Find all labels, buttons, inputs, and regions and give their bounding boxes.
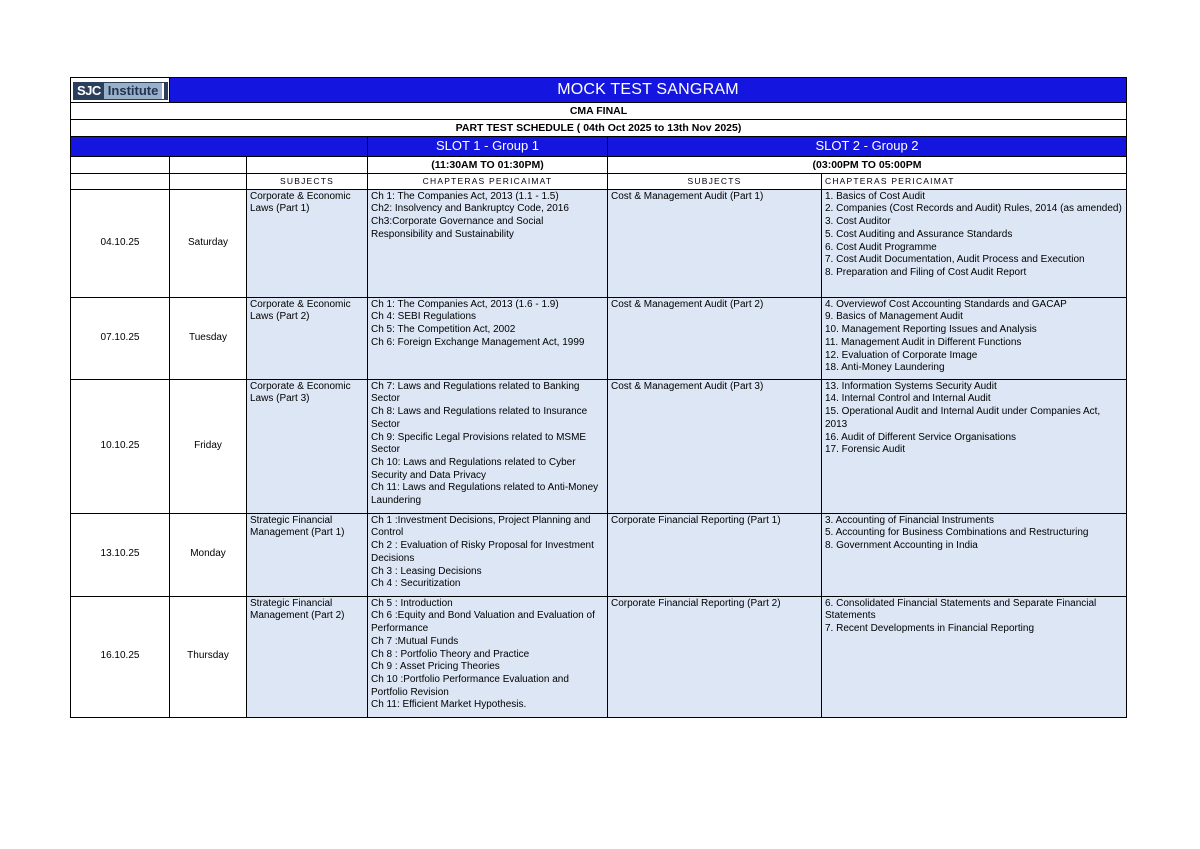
table-row: [71, 513, 1127, 596]
table-row: [71, 189, 1127, 297]
chapter-line: Ch 4 : Securitization: [371, 578, 461, 590]
row-date: 13.10.25: [71, 513, 170, 596]
slot1-chapters: [368, 379, 608, 513]
chapter-line: 14. Internal Control and Internal Audit: [825, 393, 991, 405]
slot1-chapters: [368, 189, 608, 297]
chapter-line: Ch 2 : Evaluation of Risky Proposal for Investment Decisions: [371, 540, 594, 564]
slot2-chapters: [822, 513, 1127, 596]
chapter-line: Ch 8 : Portfolio Theory and Practice: [371, 648, 530, 660]
chapter-line: 8. Government Accounting in India: [825, 540, 978, 552]
chapter-line: 5. Accounting for Business Combinations and Restructuring: [825, 527, 1089, 539]
chapter-line: Ch 11: Laws and Regulations related to Anti-Money Laundering: [371, 482, 599, 507]
chapter-line: Ch 8: Laws and Regulations related to Insurance Sector: [371, 406, 588, 430]
chapter-line: Ch 1: The Companies Act, 2013 (1.6 - 1.9): [371, 298, 559, 310]
slot1-label: SLOT 1 - Group 1: [368, 137, 608, 157]
row-day: Thursday: [170, 596, 247, 717]
table-row: [71, 297, 1127, 379]
chapter-line: Ch 7 :Mutual Funds: [371, 635, 459, 647]
row-day: Monday: [170, 513, 247, 596]
chapter-line: Ch 6 :Equity and Bond Valuation and Evaluation of Performance: [371, 610, 595, 635]
chapter-line: Ch 1 :Investment Decisions, Project Planning and Control: [371, 514, 591, 539]
slot1-chapters: [368, 513, 608, 596]
chapter-line: Ch 7: Laws and Regulations related to Banking Sector: [371, 380, 580, 405]
chapter-line: 12. Evaluation of Corporate Image: [825, 349, 978, 361]
row-date: 07.10.25: [71, 297, 170, 379]
chapter-line: 10. Management Reporting Issues and Analysis: [825, 324, 1037, 336]
slot2-chapters: [822, 189, 1127, 297]
chapter-line: Ch2: Insolvency and Bankruptcy Code, 2016: [371, 203, 569, 215]
chapter-line: 7. Cost Audit Documentation, Audit Process and Execution: [825, 254, 1085, 266]
schedule-table: [70, 77, 1127, 718]
chapter-line: Ch 4: SEBI Regulations: [371, 311, 477, 323]
chapter-line: 4. Overviewof Cost Accounting Standards and GACAP: [825, 298, 1067, 310]
chapter-line: 16. Audit of Different Service Organisations: [825, 431, 1017, 443]
chapter-line: Ch 5: The Competition Act, 2002: [371, 324, 516, 336]
row-date: 16.10.25: [71, 596, 170, 717]
table-row: [71, 379, 1127, 513]
chapter-line: Ch 5 : Introduction: [371, 597, 453, 609]
chapter-line: 6. Consolidated Financial Statements and Separate Financial Statements: [825, 597, 1097, 622]
row-date: 04.10.25: [71, 189, 170, 297]
chapter-line: 3. Cost Auditor: [825, 216, 891, 228]
chapter-line: Ch 10: Laws and Regulations related to Cyber Security and Data Privacy: [371, 456, 576, 481]
slot1-subject: Corporate & Economic Laws (Part 3): [247, 379, 368, 513]
slot2-time: (03:00PM TO 05:00PM: [608, 157, 1127, 174]
chapter-line: Ch 9 : Asset Pricing Theories: [371, 661, 500, 673]
slot1-subject: Corporate & Economic Laws (Part 2): [247, 297, 368, 379]
chapter-line: 18. Anti-Money Laundering: [825, 362, 945, 374]
slot2-chapters: [822, 297, 1127, 379]
chapter-line: 3. Accounting of Financial Instruments: [825, 514, 994, 526]
chapter-line: 2. Companies (Cost Records and Audit) Rules, 2014 (as amended): [825, 203, 1122, 215]
slot1-subject: Corporate & Economic Laws (Part 1): [247, 189, 368, 297]
chapter-line: 15. Operational Audit and Internal Audit under Companies Act, 2013: [825, 406, 1101, 430]
logo-institute-text: Institute: [104, 83, 163, 99]
row-day: Friday: [170, 379, 247, 513]
slot2-chapters: [822, 596, 1127, 717]
schedule-title: PART TEST SCHEDULE ( 04th Oct 2025 to 13th Nov 2025): [71, 120, 1127, 137]
chapter-line: Ch3:Corporate Governance and Social Responsibility and Sustainability: [371, 216, 544, 240]
chapter-line: 6. Cost Audit Programme: [825, 241, 937, 253]
slot2-label: SLOT 2 - Group 2: [608, 137, 1127, 157]
slot1-subject: Strategic Financial Management (Part 2): [247, 596, 368, 717]
chapter-line: Ch 6: Foreign Exchange Management Act, 1999: [371, 336, 585, 348]
chapter-line: Ch 9: Specific Legal Provisions related to MSME Sector: [371, 431, 587, 456]
chapter-line: 13. Information Systems Security Audit: [825, 380, 997, 392]
chapter-line: 11. Management Audit in Different Functions: [825, 336, 1022, 348]
page-title: MOCK TEST SANGRAM: [170, 78, 1127, 103]
chapter-line: 8. Preparation and Filing of Cost Audit Report: [825, 266, 1027, 278]
slot2-subject: Corporate Financial Reporting (Part 2): [608, 596, 822, 717]
slot1-time: (11:30AM TO 01:30PM): [368, 157, 608, 174]
chapter-line: Ch 3 : Leasing Decisions: [371, 565, 482, 577]
slot2-subject: Cost & Management Audit (Part 1): [608, 189, 822, 297]
sjc-institute-logo: [73, 82, 168, 100]
chapter-line: 1. Basics of Cost Audit: [825, 190, 926, 202]
slot1-chapters-header: CHAPTERAS PERICAIMAT: [368, 174, 608, 190]
row-date: 10.10.25: [71, 379, 170, 513]
chapter-line: Ch 1: The Companies Act, 2013 (1.1 - 1.5): [371, 190, 559, 202]
slot2-chapters-header: CHAPTERAS PERICAIMAT: [822, 174, 1127, 190]
slot1-chapters: [368, 297, 608, 379]
slot2-subject: Cost & Management Audit (Part 3): [608, 379, 822, 513]
slot1-subject: Strategic Financial Management (Part 1): [247, 513, 368, 596]
logo-cell: [71, 78, 170, 103]
row-day: Saturday: [170, 189, 247, 297]
table-row: [71, 596, 1127, 717]
slot1-subjects-header: SUBJECTS: [247, 174, 368, 190]
slot2-chapters: [822, 379, 1127, 513]
course-title: CMA FINAL: [71, 103, 1127, 120]
row-day: Tuesday: [170, 297, 247, 379]
chapter-line: 7. Recent Developments in Financial Reporting: [825, 623, 1034, 635]
chapter-line: 5. Cost Auditing and Assurance Standards: [825, 228, 1013, 240]
logo-sjc-text: SJC: [74, 83, 104, 99]
schedule-rows: [71, 189, 1127, 717]
chapter-line: 17. Forensic Audit: [825, 444, 906, 456]
slot1-chapters: [368, 596, 608, 717]
chapter-line: Ch 10 :Portfolio Performance Evaluation and Portfolio Revision: [371, 673, 569, 698]
slot2-subject: Cost & Management Audit (Part 2): [608, 297, 822, 379]
slot2-subject: Corporate Financial Reporting (Part 1): [608, 513, 822, 596]
slot2-subjects-header: SUBJECTS: [608, 174, 822, 190]
chapter-line: 9. Basics of Management Audit: [825, 311, 963, 323]
chapter-line: Ch 11: Efficient Market Hypothesis.: [371, 699, 527, 711]
